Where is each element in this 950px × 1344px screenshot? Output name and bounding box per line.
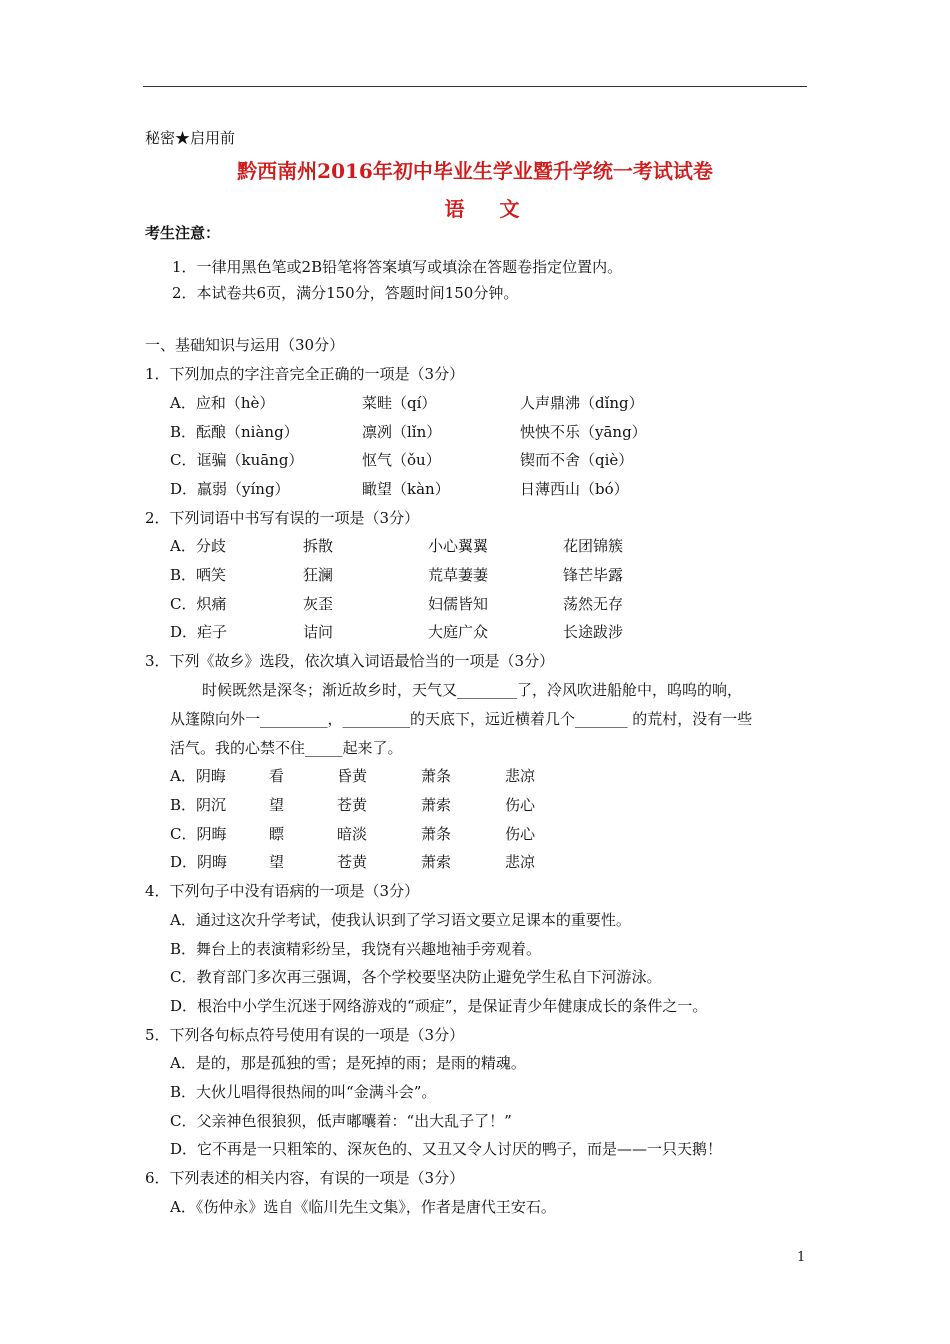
option-cell: 诘问 (303, 623, 334, 641)
option-cell: 人声鼎沸（dǐng） (520, 394, 644, 412)
option-cell: 锲而不舍（qiè） (520, 451, 634, 469)
option-cell: 狂澜 (303, 566, 334, 584)
passage-line: 时候既然是深冬；渐近故乡时，天气又________了，冷风吹进船舱中，呜呜的响， (202, 681, 743, 699)
option-cell: C．炽痛 (170, 595, 227, 613)
option-cell: 伤心 (505, 825, 536, 843)
question-1-stem: 1．下列加点的字注音完全正确的一项是（3分） (145, 365, 465, 383)
option-cell: B．酝酿（niàng） (170, 423, 299, 441)
option-line: C．教育部门多次再三强调，各个学校要坚决防止避免学生私自下河游泳。 (170, 968, 662, 986)
option-cell: 伤心 (505, 796, 536, 814)
option-cell: 长途跋涉 (563, 623, 624, 641)
option-cell: 荡然无存 (563, 595, 624, 613)
option-cell: 昏黄 (337, 767, 368, 785)
option-cell: 菜畦（qí） (362, 394, 437, 412)
section-title: 一、基础知识与运用（30分） (145, 336, 345, 354)
option-cell: C．阴晦 (170, 825, 227, 843)
subject-title: 语 文 (444, 197, 534, 221)
option-line: B．大伙儿唱得很热闹的叫“金满斗会”。 (170, 1083, 437, 1101)
option-cell: 萧条 (421, 767, 452, 785)
option-cell: A．阴晦 (170, 767, 226, 785)
option-cell: 日薄西山（bó） (520, 480, 629, 498)
option-cell: 怏怏不乐（yāng） (520, 423, 647, 441)
option-cell: 苍黄 (337, 796, 368, 814)
option-cell: C．诓骗（kuāng） (170, 451, 304, 469)
question-5-stem: 5．下列各句标点符号使用有误的一项是（3分） (145, 1026, 465, 1044)
option-line: C．父亲神色很狼狈，低声嘟囔着：“出大乱子了！” (170, 1112, 512, 1130)
option-cell: 看 (269, 767, 285, 785)
option-line: D．它不再是一只粗笨的、深灰色的、又丑又令人讨厌的鸭子，而是——一只天鹅！ (170, 1140, 723, 1158)
option-cell: B．哂笑 (170, 566, 227, 584)
option-cell: 荒草萋萋 (428, 566, 489, 584)
option-cell: 萧索 (421, 796, 452, 814)
option-cell: 悲凉 (505, 853, 536, 871)
option-cell: 望 (269, 796, 285, 814)
option-line: D．根治中小学生沉迷于网络游戏的“顽症”，是保证青少年健康成长的条件之一。 (170, 997, 708, 1015)
option-cell: 小心翼翼 (428, 537, 489, 555)
secret-label: 秘密★启用前 (145, 129, 236, 147)
notice-item: 1．一律用黑色笔或2B铅笔将答案填写或填涂在答题卷指定位置内。 (172, 258, 623, 276)
option-cell: 瞰望（kàn） (362, 480, 450, 498)
option-cell: 怄气（ǒu） (362, 451, 441, 469)
option-cell: 大庭广众 (428, 623, 489, 641)
option-cell: 灰歪 (303, 595, 334, 613)
notice-heading: 考生注意： (145, 224, 221, 242)
option-cell: D．羸弱（yíng） (170, 480, 290, 498)
option-cell: 花团锦簇 (563, 537, 624, 555)
option-cell: 妇儒皆知 (428, 595, 489, 613)
question-6-stem: 6．下列表述的相关内容，有误的一项是（3分） (145, 1169, 465, 1187)
passage-line: 活气。我的心禁不住_____起来了。 (170, 739, 403, 757)
notice-item: 2．本试卷共6页，满分150分，答题时间150分钟。 (172, 284, 519, 302)
option-cell: D．疟子 (170, 623, 228, 641)
option-cell: 望 (269, 853, 285, 871)
option-cell: B．阴沉 (170, 796, 227, 814)
question-4-stem: 4．下列句子中没有语病的一项是（3分） (145, 882, 420, 900)
option-line: A．通过这次升学考试，使我认识到了学习语文要立足课本的重要性。 (170, 911, 631, 929)
option-cell: 苍黄 (337, 853, 368, 871)
option-cell: A．分歧 (170, 537, 226, 555)
option-cell: D．阴晦 (170, 853, 228, 871)
question-3-stem: 3．下列《故乡》选段，依次填入词语最恰当的一项是（3分） (145, 652, 555, 670)
page-number: 1 (797, 1250, 806, 1265)
option-cell: 锋芒毕露 (563, 566, 624, 584)
option-cell: 凛冽（lǐn） (362, 423, 442, 441)
option-cell: 萧索 (421, 853, 452, 871)
option-line: B．舞台上的表演精彩纷呈，我饶有兴趣地袖手旁观着。 (170, 940, 542, 958)
exam-title: 黔西南州2016年初中毕业生学业暨升学统一考试试卷 (237, 159, 713, 183)
option-cell: 暗淡 (337, 825, 368, 843)
passage-line: 从篷隙向外一_________，_________的天底下，远近横着几个_______ 的荒村，没有一些 (170, 710, 753, 728)
header-rule (143, 86, 807, 87)
option-cell: A．应和（hè） (170, 394, 275, 412)
question-2-stem: 2．下列词语中书写有误的一项是（3分） (145, 509, 420, 527)
option-cell: 拆散 (303, 537, 334, 555)
option-cell: 瞟 (269, 825, 285, 843)
option-cell: 悲凉 (505, 767, 536, 785)
option-line: A．是的，那是孤独的雪；是死掉的雨；是雨的精魂。 (170, 1054, 526, 1072)
option-line: A．《伤仲永》选自《临川先生文集》，作者是唐代王安石。 (170, 1198, 556, 1216)
option-cell: 萧条 (421, 825, 452, 843)
